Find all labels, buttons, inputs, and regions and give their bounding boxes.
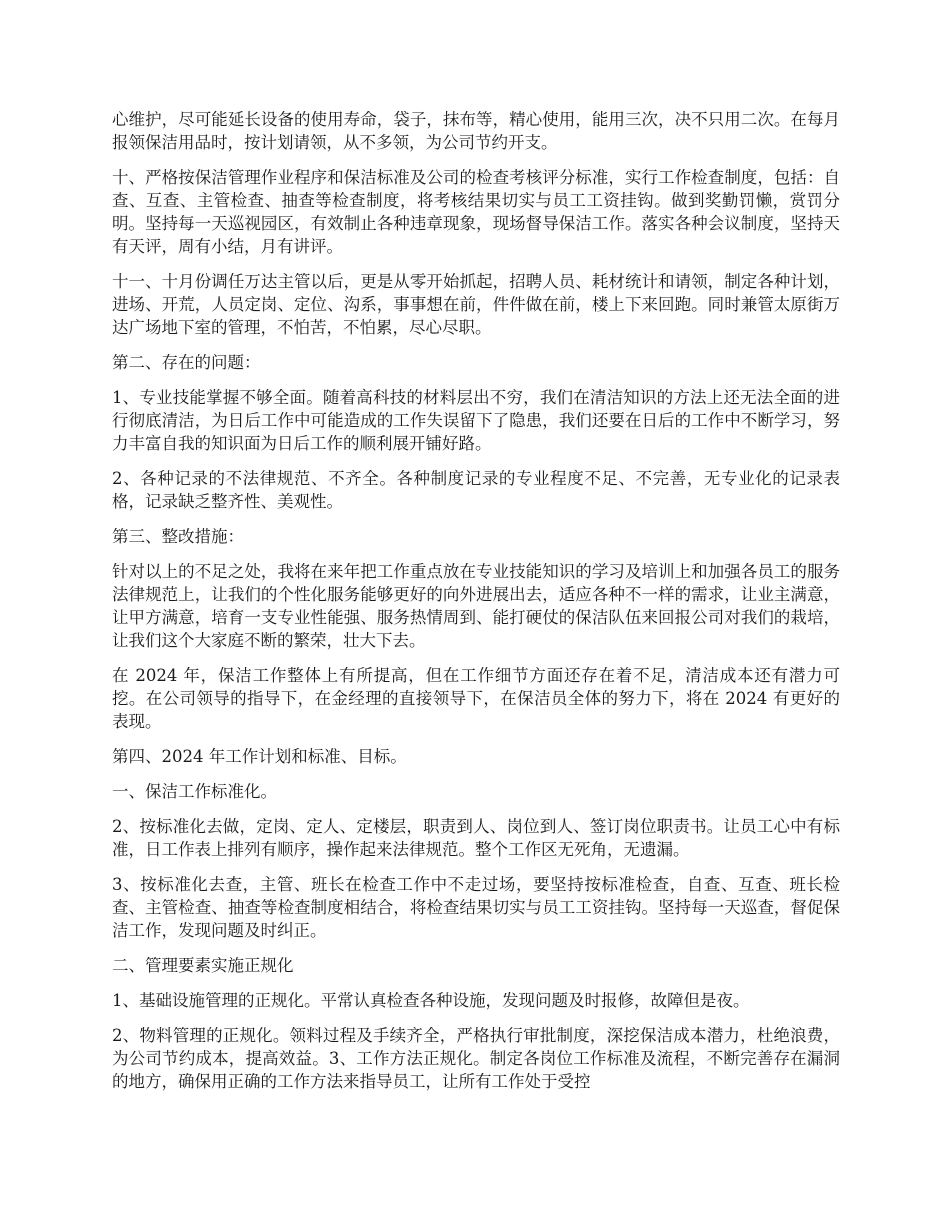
section-heading-plan: 第四、2024 年工作计划和标准、目标。	[112, 747, 407, 766]
paragraph-8: 针对以上的不足之处，我将在来年把工作重点放在专业技能知识的学习及培训上和加强各员工的服务法律规范上，让我们的个性化服务能够更好的向外进展出去，适应各种不一样的需求，让业主满意，让甲方满意，培育一支专业性能强、服务热情周到、能打硬仗的保洁队伍来回报公司对我们的栽培，让我们这个大家庭不断的繁荣，壮大下去。	[112, 562, 840, 650]
paragraph-12: 2、按标准化去做，定岗、定人、定楼层，职责到人、岗位到人、签订岗位职责书。让员工心中有标准，日工作表上排列有顺序，操作起来法律规范。整个工作区无死角，无遗漏。	[112, 817, 840, 859]
document-page	[112, 108, 840, 1105]
subheading-management: 二、管理要素实施正规化	[112, 956, 294, 975]
section-heading-problems: 第二、存在的问题：	[112, 353, 261, 372]
paragraph-2: 十、严格按保洁管理作业程序和保洁标准及公司的检查考核评分标准，实行工作检查制度，包括：自查、互查、主管检查、抽查等检查制度，将考核结果切实与员工工资挂钩。做到奖勤罚懒，赏罚分明。坚持每一天巡视园区，有效制止各种违章现象，现场督导保洁工作。落实各种会议制度，坚持天有天评，周有小结，月有讲评。	[112, 168, 840, 256]
subheading-standardization: 一、保洁工作标准化。	[112, 782, 277, 801]
paragraph-1: 心维护，尽可能延长设备的使用寿命，袋子，抹布等，精心使用，能用三次，决不只用二次。在每月报领保洁用品时，按计划请领，从不多领，为公司节约开支。	[112, 110, 840, 152]
paragraph-6: 2、各种记录的不法律规范、不齐全。各种制度记录的专业程度不足、不完善，无专业化的记录表格，记录缺乏整齐性、美观性。	[112, 469, 840, 511]
paragraph-3: 十一、十月份调任万达主管以后，更是从零开始抓起，招聘人员、耗材统计和请领，制定各种计划，进场、开荒，人员定岗、定位、沟系，事事想在前，件件做在前，楼上下来回跑。同时兼管太原街万达广场地下室的管理，不怕苦，不怕累，尽心尽职。	[112, 272, 840, 337]
paragraph-13: 3、按标准化去查，主管、班长在检查工作中不走过场，要坚持按标准检查，自查、互查、班长检查、主管检查、抽查等检查制度相结合，将检查结果切实与员工工资挂钩。坚持每一天巡查，督促保洁工作，发现问题及时纠正。	[112, 875, 840, 940]
paragraph-5: 1、专业技能掌握不够全面。随着高科技的材料层出不穷，我们在清洁知识的方法上还无法全面的进行彻底清洁，为日后工作中可能造成的工作失误留下了隐患，我们还要在日后的工作中不断学习，努力丰富自我的知识面为日后工作的顺利展开铺好路。	[112, 388, 840, 453]
paragraph-9: 在 2024 年，保洁工作整体上有所提高，但在工作细节方面还存在着不足，清洁成本还有潜力可挖。在公司领导的指导下，在金经理的直接领导下，在保洁员全体的努力下，将在 2024 有更好的表现。	[112, 666, 840, 731]
section-heading-measures: 第三、整改措施：	[112, 527, 244, 546]
paragraph-15: 1、基础设施管理的正规化。平常认真检查各种设施，发现问题及时报修，故障但是夜。	[112, 991, 750, 1010]
paragraph-16: 2、物料管理的正规化。领料过程及手续齐全，严格执行审批制度，深挖保洁成本潜力，杜绝浪费，为公司节约成本，提高效益。3、工作方法正规化。制定各岗位工作标准及流程，不断完善存在漏洞的地方，确保用正确的工作方法来指导员工，让所有工作处于受控	[112, 1026, 840, 1091]
